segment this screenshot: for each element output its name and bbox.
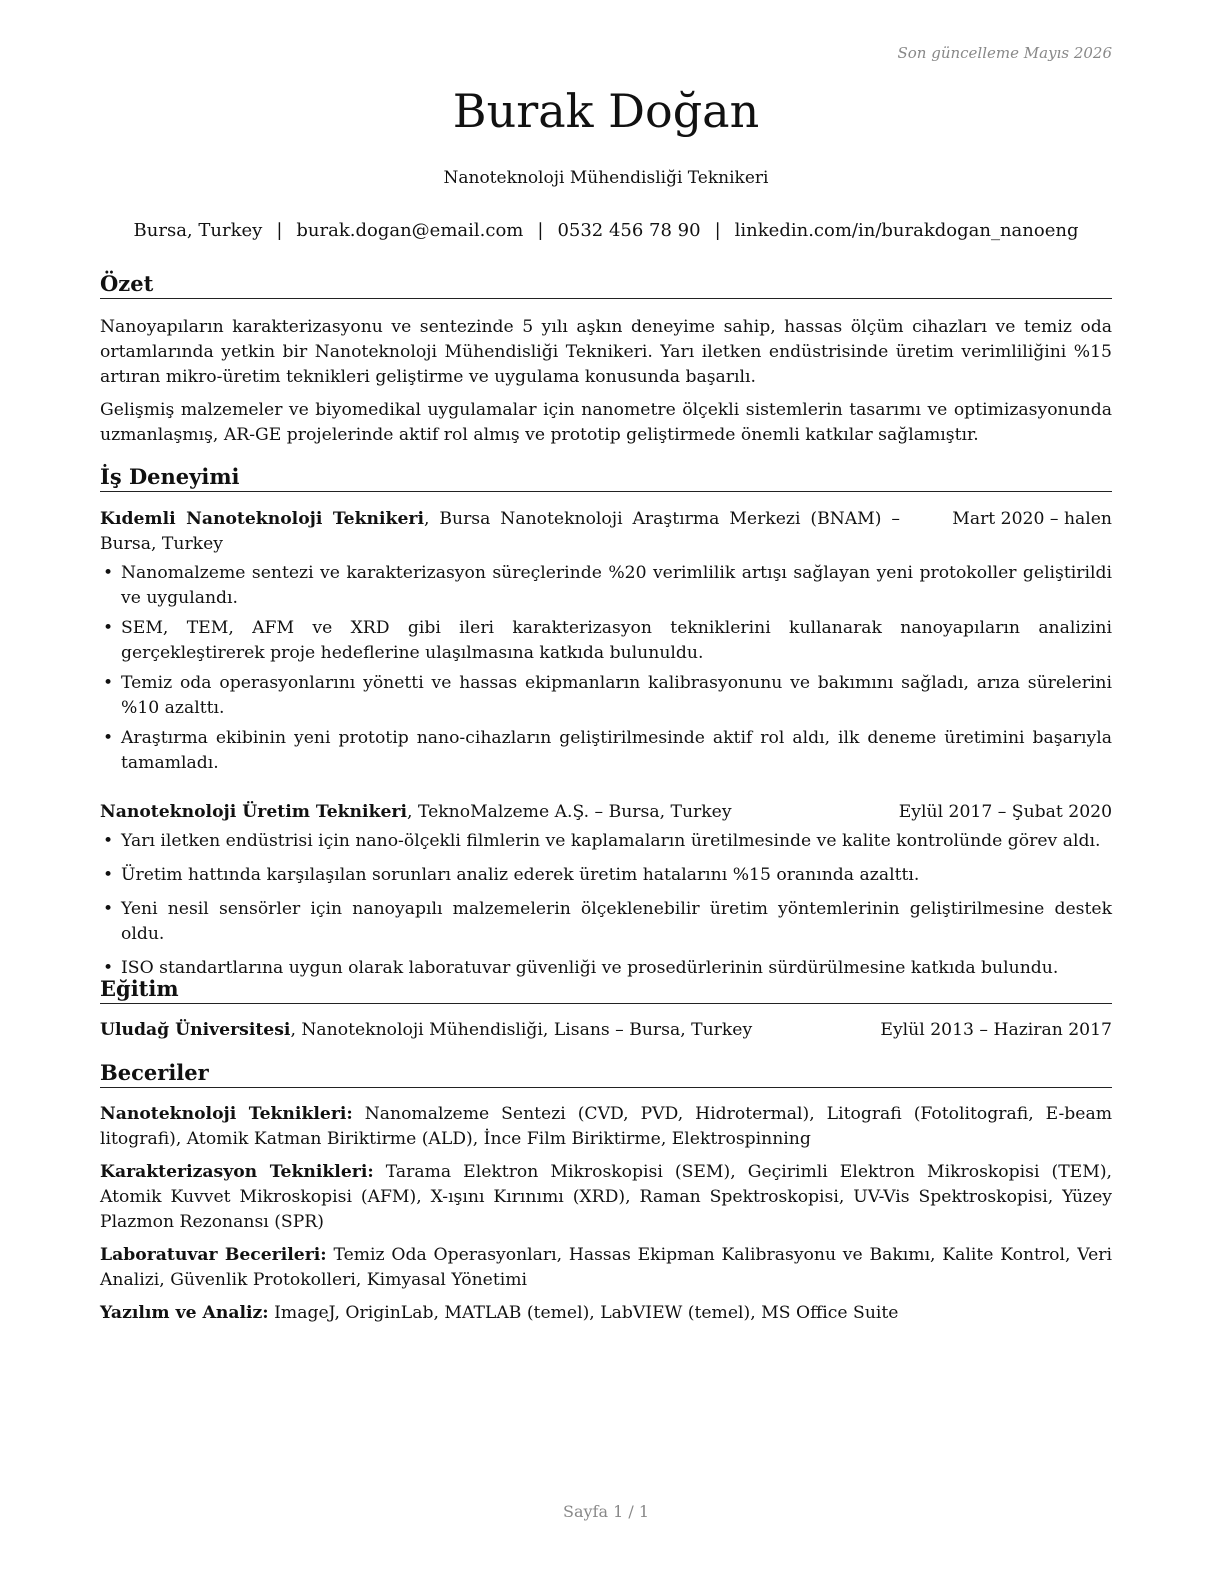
skill-text: Tarama Elektron Mikroskopisi (SEM), Geçirimli Elektron Mikroskopisi (TEM), Atomik Kuvvet Mikroskopisi (AFM), X-ışını Kırınımı (XRD), Raman Spektroskopisi, UV-Vis Spektroskopisi, Yüzey Plazmon Rezonansı (SPR) <box>100 1162 1112 1232</box>
list-item: • Temiz oda operasyonlarını yönetti ve hassas ekipmanların kalibrasyonunu ve bakımını sağladı, arıza sürelerini %10 azalttı. <box>100 671 1112 721</box>
job-org: , Bursa Nanoteknoloji Araştırma Merkezi (BNAM) – Bursa, Turkey <box>100 509 900 554</box>
job-dates: Mart 2020 – halen <box>952 509 1112 529</box>
skill-group <box>100 1301 1112 1326</box>
section-heading-education: Eğitim <box>100 976 1112 1004</box>
list-item: • Araştırma ekibinin yeni prototip nano-cihazların geliştirilmesinde aktif rol aldı, ilk deneme üretimini başarıyla tamamladı. <box>100 726 1112 776</box>
skill-group <box>100 1102 1112 1152</box>
contact-phone: 0532 456 78 90 <box>557 220 701 241</box>
skill-label: Yazılım ve Analiz: <box>100 1303 269 1323</box>
summary-paragraph: Nanoyapıların karakterizasyonu ve sentezinde 5 yılı aşkın deneyime sahip, hassas ölçüm cihazları ve temiz oda ortamlarında yetkin bir Nanoteknoloji Mühendisliği Teknikeri. Yarı iletken endüstrisinde üretim verimliliğini %15 artıran mikro-üretim teknikleri geliştirme ve uygulama konusunda başarılı. <box>100 317 1112 387</box>
section-heading-summary: Özet <box>100 271 1112 299</box>
last-updated: Son güncelleme Mayıs 2026 <box>897 44 1112 62</box>
job-header <box>100 800 1112 825</box>
degree-detail: , Nanoteknoloji Mühendisliği, Lisans – Bursa, Turkey <box>290 1020 753 1040</box>
resume-page <box>100 0 1112 1584</box>
candidate-name: Burak Doğan <box>452 84 760 138</box>
job-bullets <box>100 829 1112 981</box>
skill-label: Laboratuvar Becerileri: <box>100 1245 327 1265</box>
list-item: • Yeni nesil sensörler için nanoyapılı malzemelerin ölçeklenebilir üretim yöntemlerinin geliştirilmesine destek oldu. <box>100 897 1112 947</box>
job-header <box>100 507 1112 557</box>
contact-linkedin[interactable]: linkedin.com/in/burakdogan_nanoeng <box>734 220 1079 241</box>
contact-separator: | <box>714 220 721 241</box>
skill-label: Karakterizasyon Teknikleri: <box>100 1162 374 1182</box>
education-dates: Eylül 2013 – Haziran 2017 <box>880 1020 1112 1040</box>
contact-separator: | <box>276 220 283 241</box>
list-item: • SEM, TEM, AFM ve XRD gibi ileri karakterizasyon tekniklerini kullanarak nanoyapıların analizini gerçekleştirerek proje hedeflerine ulaşılmasına katkıda bulunuldu. <box>100 616 1112 666</box>
contact-line <box>100 220 1112 241</box>
list-item: • Nanomalzeme sentezi ve karakterizasyon süreçlerinde %20 verimlilik artışı sağlayan yeni protokoller geliştirildi ve uygulandı. <box>100 561 1112 611</box>
education-entry <box>100 1018 1112 1043</box>
skill-group <box>100 1160 1112 1235</box>
list-item: • Üretim hattında karşılaşılan sorunları analiz ederek üretim hatalarını %15 oranında azalttı. <box>100 863 1112 888</box>
list-item: • ISO standartlarına uygun olarak laboratuvar güvenliği ve prosedürlerinin sürdürülmesine katkıda bulundu. <box>100 956 1112 981</box>
contact-email[interactable]: burak.dogan@email.com <box>296 220 524 241</box>
section-heading-skills: Beceriler <box>100 1060 1112 1088</box>
candidate-title: Nanoteknoloji Mühendisliği Teknikeri <box>443 168 769 188</box>
skill-text: Nanomalzeme Sentezi (CVD, PVD, Hidrotermal), Litografi (Fotolitografi, E-beam litografi), Atomik Katman Biriktirme (ALD), İnce Film Biriktirme, Elektrospinning <box>100 1104 1113 1149</box>
job-entry <box>100 800 1112 990</box>
contact-location: Bursa, Turkey <box>133 220 263 241</box>
job-org: , TeknoMalzeme A.Ş. – Bursa, Turkey <box>407 802 732 822</box>
job-bullets <box>100 561 1112 776</box>
job-role: Nanoteknoloji Üretim Teknikeri <box>100 802 408 822</box>
section-heading-experience: İş Deneyimi <box>100 464 1112 492</box>
school-name: Uludağ Üniversitesi <box>100 1020 291 1040</box>
list-item: • Yarı iletken endüstrisi için nano-ölçekli filmlerin ve kaplamaların üretilmesinde ve kalite kontrolünde görev aldı. <box>100 829 1112 854</box>
skill-label: Nanoteknoloji Teknikleri: <box>100 1104 353 1124</box>
summary-section <box>100 315 1112 456</box>
skill-group <box>100 1243 1112 1293</box>
skill-text: ImageJ, OriginLab, MATLAB (temel), LabVIEW (temel), MS Office Suite <box>268 1303 899 1323</box>
summary-paragraph: Gelişmiş malzemeler ve biyomedikal uygulamalar için nanometre ölçekli sistemlerin tasarımı ve optimizasyonunda uzmanlaşmış, AR-GE projelerinde aktif rol almış ve prototip geliştirmede önemli katkılar sağlamıştır. <box>100 400 1112 445</box>
page-number: Sayfa 1 / 1 <box>562 1502 649 1521</box>
skill-text: Temiz Oda Operasyonları, Hassas Ekipman Kalibrasyonu ve Bakımı, Kalite Kontrol, Veri Analizi, Güvenlik Protokolleri, Kimyasal Yönetimi <box>100 1245 1112 1290</box>
job-entry <box>100 507 1112 781</box>
skills-section <box>100 1102 1112 1334</box>
job-role: Kıdemli Nanoteknoloji Teknikeri <box>100 509 424 529</box>
contact-separator: | <box>537 220 544 241</box>
job-dates: Eylül 2017 – Şubat 2020 <box>898 802 1112 822</box>
